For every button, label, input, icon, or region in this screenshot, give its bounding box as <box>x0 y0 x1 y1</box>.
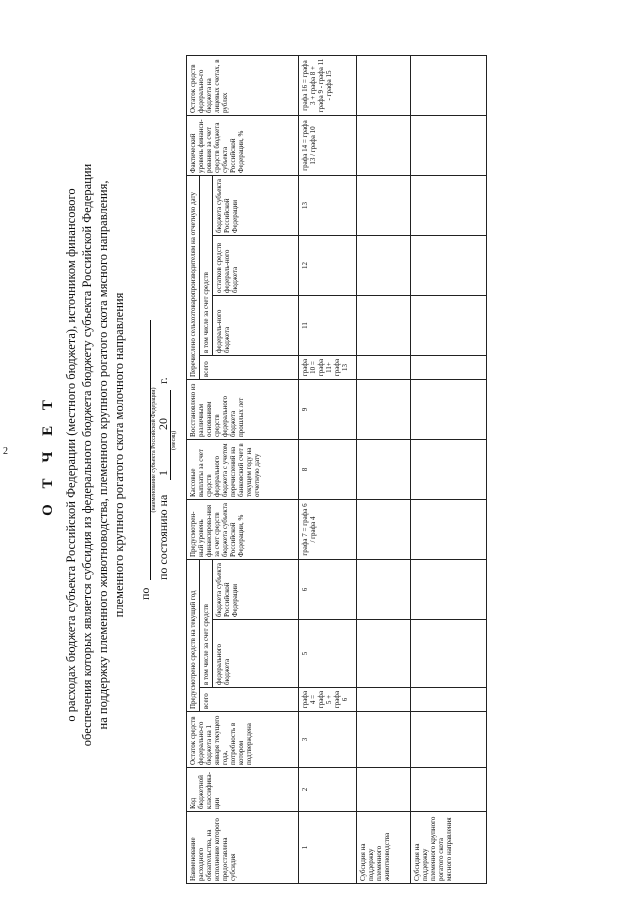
header-c5: федерального бюджета <box>213 620 299 688</box>
cell[interactable] <box>411 116 487 176</box>
subject-caption: (наименование субъекта Российской Федерации) <box>151 387 157 513</box>
year-suffix: г. <box>156 377 170 384</box>
cell[interactable] <box>357 380 411 440</box>
num-11: 11 <box>299 296 357 356</box>
cell[interactable] <box>357 620 411 688</box>
day-value: 1 <box>156 470 170 476</box>
cell[interactable] <box>411 500 487 560</box>
header-c10-total: всего <box>200 356 299 380</box>
cell[interactable] <box>411 560 487 620</box>
formula-14: графа 14 = графа 13 / графа 10 <box>299 116 357 176</box>
cell[interactable] <box>357 440 411 500</box>
subtitle-line-4: племенного крупного рогатого скота молочного направления <box>112 292 126 618</box>
subtitle-line-1: о расходах бюджета субъекта Российской Федерации (местного бюджета), источником финансового <box>64 188 78 722</box>
header-c13: бюджета субъекта Российской Федерации <box>213 176 299 236</box>
header-c8: Кассовые выплаты за счет средств федерального бюджета с учетом перечислений на банковский счет в текущем году на отчетную дату <box>187 440 299 500</box>
header-c1: Наименование расходного обязательства, на исполнение которого предоставлена субсидия <box>187 812 299 884</box>
cell[interactable] <box>357 116 411 176</box>
cell[interactable] <box>357 296 411 356</box>
cell[interactable] <box>411 440 487 500</box>
cell[interactable] <box>357 712 411 768</box>
header-c3: Остаток средств федерально-го бюджета на 1 января текущего года, потребность в котором подтверждена <box>187 712 299 768</box>
formula-15: графа 16 = графа 3 + графа 8 + графа 9 - графа 11 - графа 15 <box>299 56 357 116</box>
header-plan-incl: в том числе за счет средств <box>200 560 213 688</box>
header-c4-total: всего <box>200 688 299 712</box>
cell[interactable] <box>411 356 487 380</box>
header-plan-group: Предусмотрено средств на текущий год <box>187 560 200 712</box>
report-sheet <box>30 20 630 890</box>
header-transfer-group: Перечислено сельхозтоваропроизводителям на отчетную дату <box>187 176 200 380</box>
header-c2: Код бюджетной классифика-ции <box>187 768 299 812</box>
year-prefix: 20 <box>156 418 170 430</box>
num-12: 12 <box>299 236 357 296</box>
header-c12: остатков средств федераль-ного бюджета <box>213 236 299 296</box>
num-2: 2 <box>299 768 357 812</box>
cell[interactable] <box>357 500 411 560</box>
subtitle-line-2: обеспечения которых является субсидия из федерального бюджета бюджету субъекта Российской Федерации <box>80 163 94 747</box>
cell[interactable] <box>411 236 487 296</box>
formula-4: графа 4 = графа 5 + графа 6 <box>299 688 357 712</box>
header-c15: Остаток средств федерально-го бюджета на лицевых счетах, в рублях <box>187 56 299 116</box>
formula-7: графа 7 = графа 6 / графа 4 <box>299 500 357 560</box>
num-3: 3 <box>299 712 357 768</box>
table-row <box>411 56 487 884</box>
num-13: 13 <box>299 176 357 236</box>
report-table <box>186 55 487 884</box>
cell[interactable] <box>411 296 487 356</box>
num-8: 8 <box>299 440 357 500</box>
num-6: 6 <box>299 560 357 620</box>
header-row-1 <box>187 56 200 884</box>
cell[interactable] <box>357 688 411 712</box>
cell[interactable] <box>357 560 411 620</box>
cell[interactable] <box>411 56 487 116</box>
year-line[interactable] <box>170 390 171 412</box>
header-c6: бюджета субъекта Российской Федерации <box>213 560 299 620</box>
po-label: по <box>138 587 152 600</box>
month-caption: (месяц) <box>171 430 177 450</box>
cell[interactable] <box>411 380 487 440</box>
header-transfer-incl: в том числе за счет средств <box>200 176 213 356</box>
cell[interactable] <box>357 236 411 296</box>
cell[interactable] <box>411 712 487 768</box>
row-label-breeding: Субсидия на поддержку племенного животноводства <box>357 812 411 884</box>
cell[interactable] <box>411 768 487 812</box>
row-label-beef-cattle: Субсидия на поддержку племенного крупного рогатого скота мясного направления <box>411 812 487 884</box>
num-1: 1 <box>299 812 357 884</box>
header-c14: Фактический уровень финанси-рования за счет средств бюджета субъекта Российской Федерации, % <box>187 116 299 176</box>
header-c11: федераль-ного бюджета <box>213 296 299 356</box>
formula-10: графа 10 = графа 11+ графа 13 <box>299 356 357 380</box>
cell[interactable] <box>357 56 411 116</box>
report-title: О Т Ч Е Т <box>40 394 56 516</box>
cell[interactable] <box>357 356 411 380</box>
cell[interactable] <box>411 176 487 236</box>
num-5: 5 <box>299 620 357 688</box>
as-of-label: по состоянию на <box>156 494 170 580</box>
num-9: 9 <box>299 380 357 440</box>
numbers-row <box>299 56 357 884</box>
cell[interactable] <box>357 176 411 236</box>
header-c9: Восстановлено из различным основаниям средств федерального бюджета прошлых лет <box>187 380 299 440</box>
cell[interactable] <box>357 768 411 812</box>
page-number: 2 <box>3 446 8 457</box>
cell[interactable] <box>411 688 487 712</box>
header-c7: Предусмотрен-ный уровень финансирова-ния за счет средств бюджета субъекта Российской Федерации, % <box>187 500 299 560</box>
cell[interactable] <box>411 620 487 688</box>
subtitle-line-3: на поддержку племенного животноводства, племенного крупного рогатого скота мясного направления, <box>96 180 110 730</box>
table-row <box>357 56 411 884</box>
